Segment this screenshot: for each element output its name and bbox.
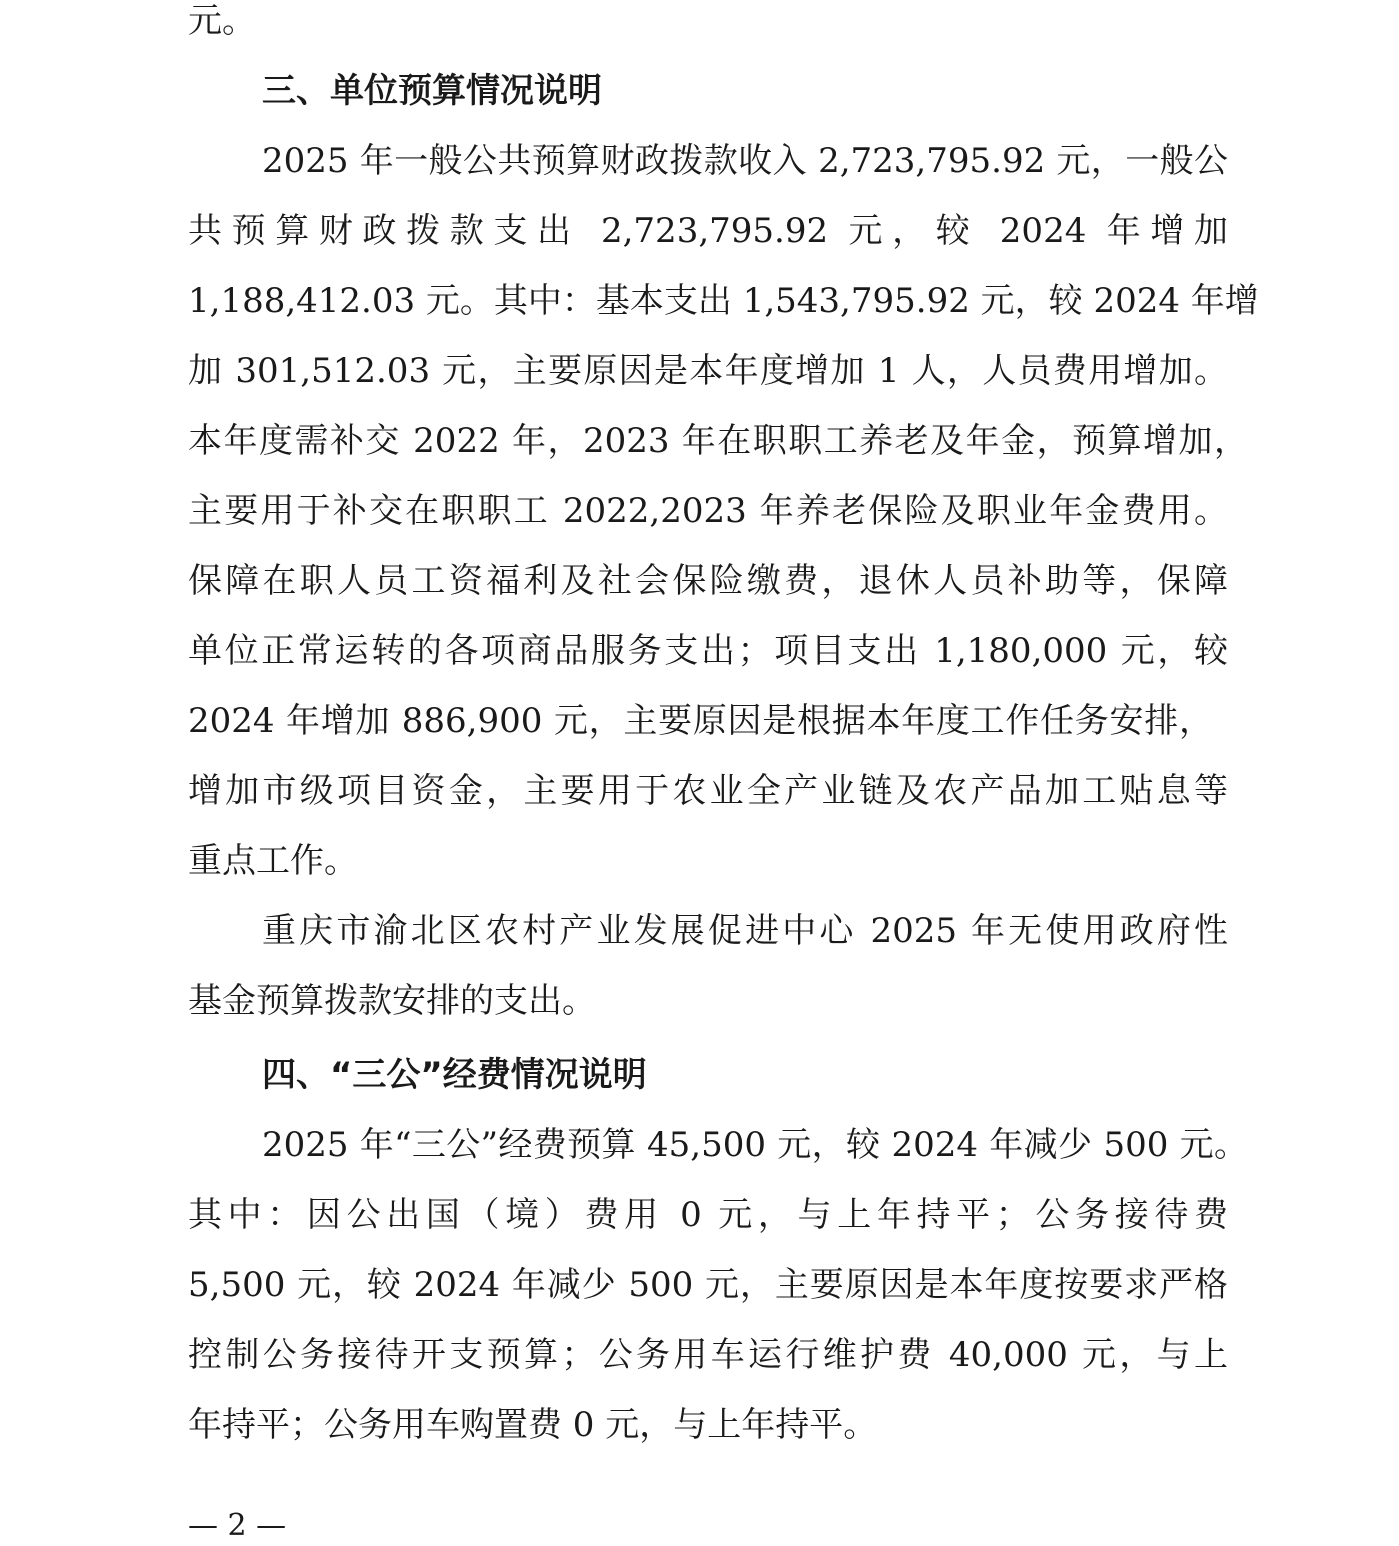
text-line: 元。	[188, 1, 256, 41]
text-line: 2025 年“三公”经费预算 45,500 元，较 2024 年减少 500 元。	[262, 1125, 1248, 1165]
text-line: 保障在职人员工资福利及社会保险缴费，退休人员补助等，保障	[188, 561, 1228, 601]
document-page	[188, 0, 1259, 1535]
text-line: 2025 年一般公共预算财政拨款收入 2,723,795.92 元，一般公	[262, 141, 1228, 181]
text-line: 单位正常运转的各项商品服务支出；项目支出 1,180,000 元，较	[188, 631, 1228, 671]
text-line: 控制公务接待开支预算；公务用车运行维护费 40,000 元，与上	[188, 1335, 1228, 1375]
section-heading-3: 三、单位预算情况说明	[262, 71, 602, 111]
text-line: 5,500 元，较 2024 年减少 500 元，主要原因是本年度按要求严格	[188, 1265, 1228, 1305]
text-line: 其中：因公出国（境）费用 0 元，与上年持平；公务接待费	[188, 1195, 1228, 1235]
text-line: 加 301,512.03 元，主要原因是本年度增加 1 人，人员费用增加。	[188, 351, 1228, 391]
text-line: 重点工作。	[188, 841, 358, 881]
section-heading-4: 四、“三公”经费情况说明	[262, 1055, 647, 1095]
text-line: 主要用于补交在职职工 2022,2023 年养老保险及职业年金费用。	[188, 491, 1228, 531]
text-line: 本年度需补交 2022 年，2023 年在职职工养老及年金，预算增加，	[188, 421, 1248, 461]
page-number: — 2 —	[188, 1508, 287, 1543]
text-line: 年持平；公务用车购置费 0 元，与上年持平。	[188, 1405, 878, 1445]
text-line: 基金预算拨款安排的支出。	[188, 981, 596, 1021]
text-line: 增加市级项目资金，主要用于农业全产业链及农产品加工贴息等	[188, 771, 1228, 811]
text-line: 共预算财政拨款支出 2,723,795.92 元，较 2024 年增加	[188, 211, 1228, 251]
text-line: 2024 年增加 886,900 元，主要原因是根据本年度工作任务安排，	[188, 701, 1213, 741]
text-line: 1,188,412.03 元。其中：基本支出 1,543,795.92 元，较 2024 年增	[188, 281, 1259, 321]
text-line: 重庆市渝北区农村产业发展促进中心 2025 年无使用政府性	[262, 911, 1228, 951]
